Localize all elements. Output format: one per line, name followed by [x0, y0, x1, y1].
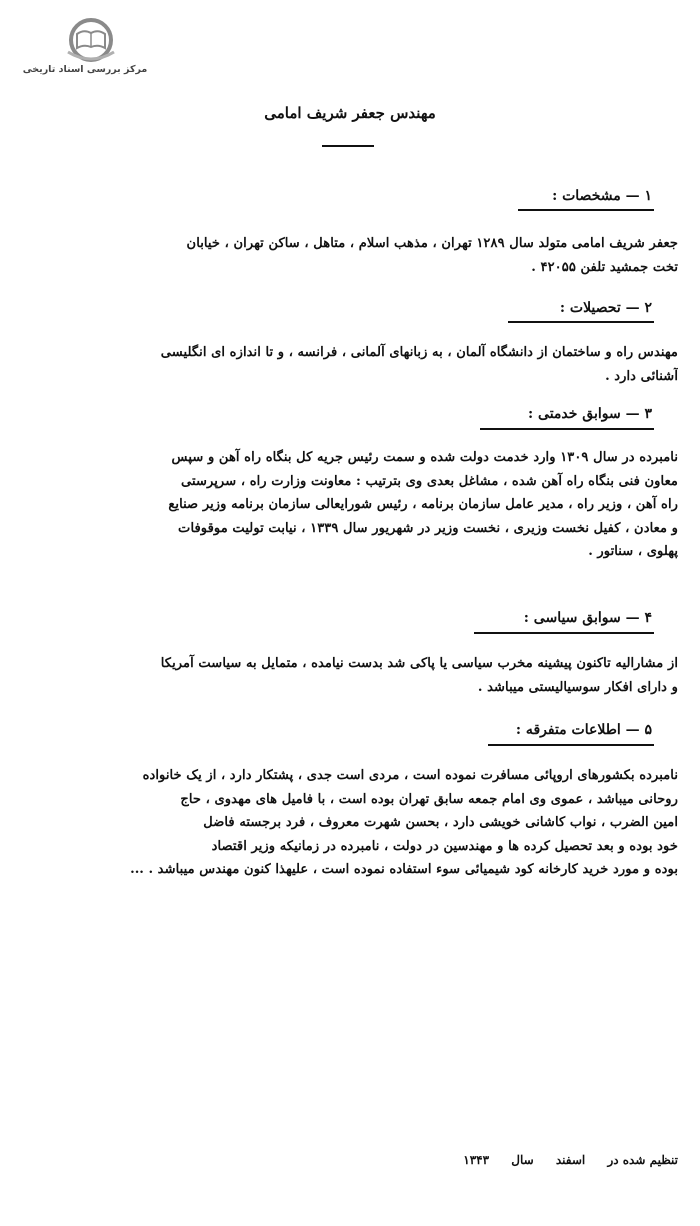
section-heading-political: ۴ — سوابق سیاسی : [523, 610, 652, 626]
text-line: راه آهن ، وزیر راه ، مدیر عامل سازمان برنامه ، رئیس شورایعالی سازمان برنامه وزیر صنایع [168, 497, 678, 513]
heading-underline [488, 744, 654, 746]
text-line: خود بوده و بعد تحصیل کرده ها و مهندسین در دولت ، نامبرده در زمانیکه وزیر اقتصاد [211, 838, 678, 854]
text-line: جعفر شریف امامی متولد سال ۱۲۸۹ تهران ، مذهب اسلام ، متاهل ، ساکن تهران ، خیابان [186, 236, 678, 251]
heading-underline [480, 428, 654, 430]
text-line: آشنائی دارد . [605, 368, 678, 384]
logo-caption: مرکز بررسی اسناد تاریخی [22, 64, 148, 75]
section-heading-identity: ۱ — مشخصات : [552, 188, 652, 204]
heading-underline [474, 632, 654, 634]
section-body-political [62, 652, 678, 699]
text-line: و دارای افکار سوسیالیستی میباشد . [477, 679, 678, 695]
archive-logo [20, 18, 150, 82]
section-body-misc [62, 764, 678, 882]
text-line: امین الضرب ، نواب کاشانی خویشی دارد ، بحسن شهرت معروف ، فرد برجسته فاضل [203, 815, 678, 831]
footer-month: اسفند [555, 1153, 586, 1167]
text-line: روحانی میباشد ، عموی وی امام جمعه سابق تهران بوده است ، با فامیل های مهدوی ، حاج [180, 791, 678, 807]
section-body-education [62, 341, 678, 388]
footer-prefix: تنظیم شده در [607, 1153, 678, 1167]
document-footer [445, 1153, 678, 1167]
section-body-identity [62, 232, 678, 279]
heading-underline [518, 209, 654, 211]
section-heading-service: ۳ — سوابق خدمتی : [527, 406, 652, 422]
text-line: پهلوی ، سناتور . [588, 544, 678, 560]
section-heading-misc: ۵ — اطلاعات متفرقه : [515, 722, 652, 738]
text-line: مهندس راه و ساختمان از دانشگاه آلمان ، به زبانهای آلمانی ، فرانسه ، و تا اندازه ای انگلیسی [160, 345, 678, 360]
text-line: نامبرده بکشورهای اروپائی مسافرت نموده است ، مردی است جدی ، پشتکار دارد ، از یک خانواده [142, 768, 678, 783]
section-body-service [62, 446, 678, 564]
text-line: بوده و مورد خرید کارخانه کود شیمیائی سوء استفاده نموده است ، علیهذا کنون مهندس میباشد . ... [130, 862, 678, 878]
text-line: معاون فنی بنگاه راه آهن شده ، مشاغل بعدی وی بترتیب : معاونت وزارت راه ، سرپرستی [180, 473, 678, 489]
text-line: و معادن ، کفیل نخست وزیری ، نخست وزیر در شهریور سال ۱۳۳۹ ، نیابت تولیت موقوفات [178, 520, 678, 536]
title-underline [322, 145, 374, 147]
section-heading-education: ۲ — تحصیلات : [559, 300, 652, 316]
document-title: مهندس جعفر شریف امامی [264, 104, 436, 122]
text-line: نامبرده در سال ۱۳۰۹ وارد خدمت دولت شده و سمت رئیس جریه کل بنگاه راه آهن و سپس [171, 450, 678, 465]
text-line: تخت جمشید تلفن ۴۲۰۵۵ . [531, 259, 678, 275]
text-line: از مشارالیه تاکنون پیشینه مخرب سیاسی یا پاکی شد بدست نیامده ، متمایل به سیاست آمریکا [160, 656, 678, 671]
footer-year-label: سال [511, 1153, 534, 1167]
heading-underline [508, 321, 654, 323]
footer-year: ۱۳۴۳ [463, 1153, 490, 1167]
archive-center-logo-icon [60, 18, 122, 62]
